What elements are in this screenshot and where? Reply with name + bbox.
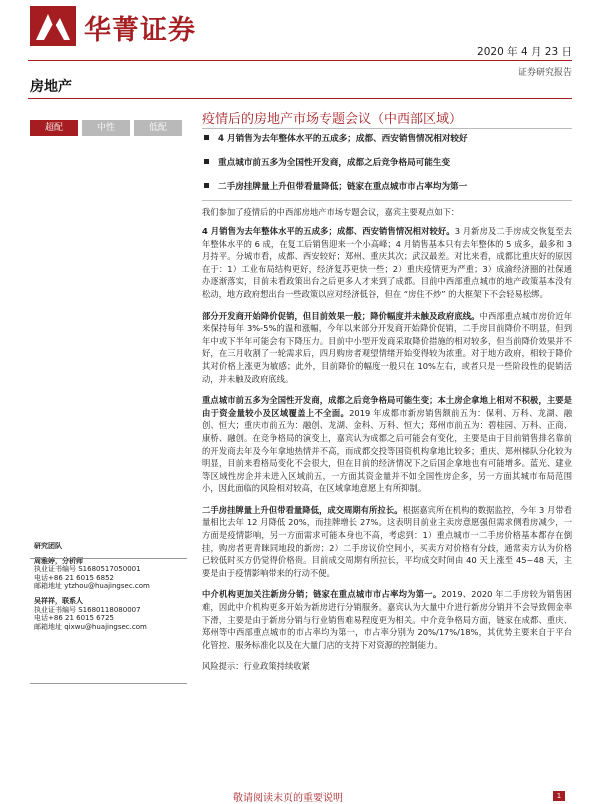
member-email[interactable]: 邮箱地址 ytzhou@huajingsec.com (34, 582, 150, 591)
header-divider (28, 60, 572, 61)
risk-note: 风险提示：行业政策持续收紧 (202, 661, 310, 672)
logo-text: 华菁证券 (84, 15, 196, 46)
report-type: 证券研究报告 (517, 68, 572, 78)
rating-scale (30, 120, 187, 136)
title-divider (202, 128, 572, 129)
industry-divider (28, 98, 572, 99)
rating-underweight: 低配 (134, 120, 182, 136)
paragraph-text: 3 月新房及二手房成交恢复至去年整体水平的 6 成，在复工后销售迎来一个小高峰；4 月销售基本只有去年整体的 5 成多，最多和 3 月持平。分城市看，成都、西安较好；郑州、重庆其次；武汉最差。对比来看，成都比重庆好的原因在于：1）工业布局结构更好，经济复苏更快一些；2）重庆疫情更为严重；3）成渝经济圈的社保通办逐渐落实，目前未看政策出台之后更多人才来到了成都。目前中西部重点城市的地产政策基本没有松动，地方政府想出台一些政策以应对经济低谷，但在 “房住不炒” 的大框架下不会轻易松绑。 (202, 226, 572, 299)
team-divider-bottom (30, 683, 187, 684)
industry-label: 房地产 (30, 79, 72, 95)
paragraph-text: 根据嘉宾所在机构的数据监控，今年 3 月带看量相比去年 12 月降低 20%，而挂牌增长 27%。这表明目前业主卖房意愿强但需求侧看房减少，一方面是疫情影响，另一方面需求可能本身也不高，考虑到：1）重点城市一二手房价格基本都存在倒挂，购房者更青睐同地段的新房；2）二手房议价空间小，买卖方对价格有分歧，通常卖方认为价格已较低时买方仍觉得价格贵。目前成交周期有所拉长，平均成交时间由 40 天上涨至 45~48 天，主要是由于疫情影响带来的行动不便。 (202, 504, 572, 578)
paragraph-lead: 部分开发商开始降价促销，但目前效果一般；降价幅度并未触及政府底线。 (202, 310, 480, 321)
paragraph-lead: 重点城市前五多为全国性开发商，成都之后竞争格局可能生变；本土房企拿地上相对不积极，主要是由于资金量较小及区域覆盖上不全面。 (202, 395, 572, 418)
report-body (202, 225, 572, 682)
member-phone: 电话+86 21 6015 6852 (34, 573, 114, 582)
paragraph-text: 2019 年成都市新房销售额前五为：保利、万科、龙湖、融创、恒大；重庆市前五为：融创、龙湖、金科、万科、恒大；郑州市前五为：碧桂园、万科、正商、康桥、融创。在竞争格局的演变上，嘉宾认为成都之后可能会有变化，主要是由于目前销售排名靠前的开发商去年及今年拿地热情并不高，而成都交投等国资机构拿地比较多；重庆、郑州梯队分化较为明显，目前来看格局变化不会很大，但在目前的经济情况下之后国企拿地也有可能增多。蓝光、建业等区域性房企并未进入区域前五，一方面其资金量并不如全国性房企多，另一方面其城市布局范围小，因此面临的风险相对较高，在区域拿地意愿上有所抑制。 (202, 407, 572, 494)
member-cert: 执业证书编号 S1680517050001 (34, 565, 141, 574)
page-number: 1 (553, 791, 565, 801)
key-point: 二手房挂牌量上升但带看量降低；链家在重点城市市占率均为第一 (204, 180, 467, 192)
key-point: 重点城市前五多为全国性开发商，成都之后竞争格局可能生变 (204, 156, 450, 168)
report-date: 2020 年 4 月 23 日 (477, 46, 572, 58)
rating-overweight: 超配 (30, 120, 78, 136)
footer-disclaimer: 敬请阅读末页的重要说明 (233, 793, 343, 804)
body-paragraph (202, 394, 572, 495)
company-logo (30, 6, 230, 46)
paragraph-text: 中西部重点城市房价近年来保持每年 3%-5%的温和涨幅，今年以来部分开发商开始降价促销，二手房目前降价不明显，但到年中或下半年可能会有下降压力。目前中小型开发商采取降价措施的相对较多，但当前降价效果并不好，在三月收割了一轮需求后，四月购房者观望情绪开始变得较为浓重。对于地方政府，相较于降价其对价格上涨更为敏感；此外，目前降价的幅度一般只在 10%左右，或者只是一些阶段性的促销活动，并未触及政府底线。 (202, 310, 572, 384)
team-member (34, 597, 184, 631)
paragraph-lead: 4 月销售为去年整体水平的五成多；成都、西安销售情况相对较好。 (202, 226, 455, 236)
body-paragraph (202, 588, 572, 651)
document-title: 疫情后的房地产市场专题会议（中西部区域） (202, 112, 463, 127)
body-paragraph (202, 310, 572, 386)
paragraph-lead: 中介机构更加关注新房分销；链家在重点城市市占率均为第一。 (202, 589, 442, 600)
team-heading: 研究团队 (34, 542, 62, 550)
paragraph-lead: 二手房挂牌量上升但带看量降低，成交周期有所拉长。 (202, 504, 403, 515)
key-point: 4 月销售为去年整体水平的五成多；成都、西安销售情况相对较好 (204, 132, 468, 144)
member-name: 周雅婷，分析师 (34, 556, 83, 565)
body-paragraph (202, 225, 572, 301)
logo-mark-icon (30, 6, 76, 46)
member-name: 吴祥祥，联系人 (34, 596, 83, 605)
member-phone: 电话+86 21 6015 6725 (34, 614, 114, 623)
member-email[interactable]: 邮箱地址 qixwu@huajingsec.com (34, 622, 147, 631)
research-team (34, 542, 184, 631)
paragraph-text: 2019、2020 年二手房较为销售困难，因此中介机构更多开始为新房进行分销服务。嘉宾认为大量中介进行新房分销并不会导致佣金率下滑，主要是由于新房分销与行业销售难易程度更为相关。中介竞争格局方面，链家在成都、重庆、郑州等中西部重点城市的市占率均为第一，市占率分别为 20%/17%/18%，其优势主要来自于平台化管控、服务标准化以及在大量门店的支持下对资源的控制能力。 (202, 589, 572, 650)
bullets-divider (202, 200, 572, 201)
rating-neutral: 中性 (82, 120, 130, 136)
member-cert: 执业证书编号 S1680118080007 (34, 605, 141, 614)
body-paragraph (202, 504, 572, 580)
team-divider (30, 558, 187, 559)
team-member (34, 557, 184, 591)
intro-text: 我们参加了疫情后的中西部房地产市场专题会议，嘉宾主要观点如下： (202, 207, 460, 217)
